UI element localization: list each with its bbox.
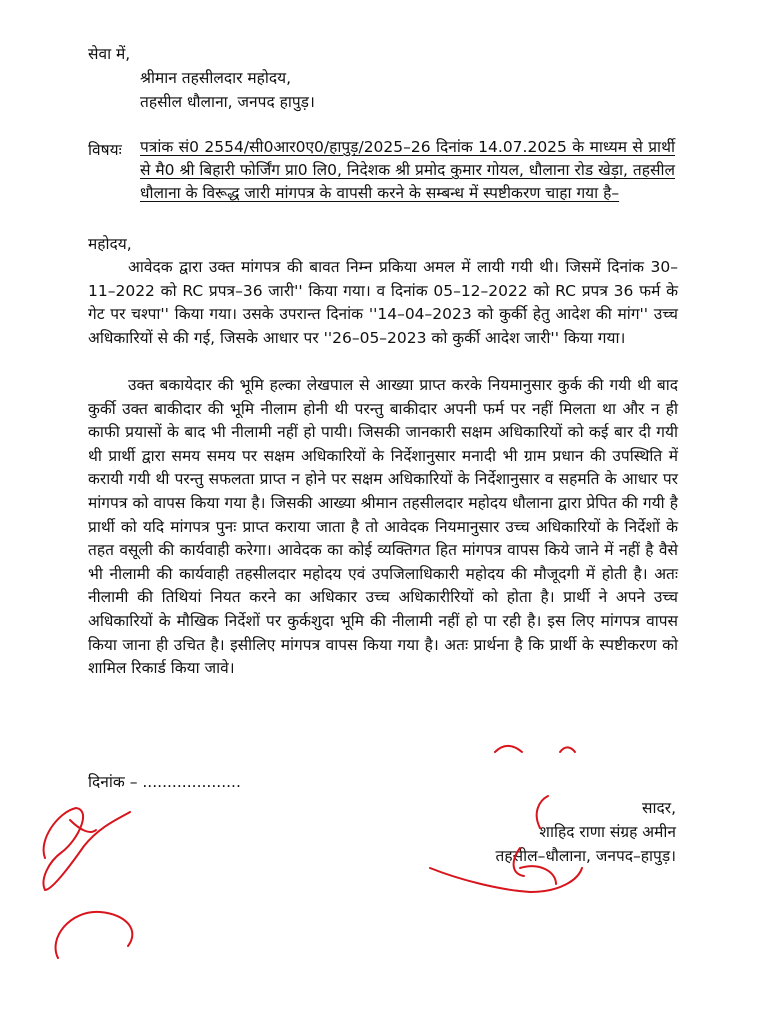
subject-text: पत्रांक सं0 2554/सी0आर0ए0/हापुड़/2025–26 दिनांक 14.07.2025 के माध्यम से प्रार्थी से मै0 श्री बिहारी फोर्जिंग प्रा0 लि0, निदेशक श्री प्रमोद कुमार गोयल, धौलाना रोड खेड़ा, तहसील धौलाना के विरूद्ध जारी मांगपत्र के वापसी करने के सम्बन्ध में स्पष्टीकरण चाहा गया है– <box>140 138 675 203</box>
paragraph-2: उक्त बकायेदार की भूमि हल्का लेखपाल से आख्या प्राप्त करके नियमानुसार कुर्क की गयी थी बाद कुर्की उक्त बाकीदार की भूमि नीलाम होनी थी परन्तु बाकीदार अपनी फर्म पर नहीं मिलता था और न ही काफी प्रयासों के बाद भी नीलामी नहीं हो पायी। जिसकी जानकारी सक्षम अधिकारियों को कई बार दी गयी थी प्रार्थी द्वारा समय समय पर सक्षम अधिकारियों के निर्देशानुसार मनादी भी ग्राम प्रधान की उपस्थिति में करायी गयी थी परन्तु सफलता प्राप्त न होने पर सक्षम अधिकारियों के निर्देशानुसार व सहमति के आधार पर मांगपत्र को वापस किया गया है। जिसकी आख्या श्रीमान तहसीलदार महोदय धौलाना द्वारा प्रेपित की गयी है प्रार्थी को यदि मांगपत्र पुनः प्राप्त कराया जाता है तो आवेदक नियमानुसार उच्च अधिकारियों के निर्देशों के तहत वसूली की कार्यवाही करेगा। आवेदक का कोई व्यक्तिगत हित मांगपत्र वापस किये जाने में नहीं है वैसे भी नीलामी की कार्यवाही तहसीलदार महोदय एवं उपजिलाधिकारी महोदय की मौजूदगी में होती है। अतः नीलामी की तिथियां नियत करने का अधिकार उच्च अधिकारीरियों को होता है। प्रार्थी ने अपने उच्च अधिकारियों के मौखिक निर्देशों पर कुर्कशुदा भूमि की नीलामी नहीं हो पा रही है। इस लिए मांगपत्र वापस किया जाना ही उचित है। इसीलिए मांगपत्र वापस किया गया है। अतः प्रार्थना है कि प्रार्थी के स्पष्टीकरण को शामिल रिकार्ड किया जावे। <box>88 376 678 678</box>
signature-place: तहसील–धौलाना, जनपद–हापुड़। <box>495 847 676 865</box>
date-line: दिनांक – .................... <box>88 773 241 791</box>
signature-closing: सादर, <box>642 799 676 817</box>
address-line-3: तहसील धौलाना, जनपद हापुड़। <box>140 93 315 111</box>
address-line-2: श्रीमान तहसीलदार महोदय, <box>140 69 292 87</box>
salutation: महोदय, <box>88 235 132 253</box>
address-line-1: सेवा में, <box>88 45 131 63</box>
subject-label: विषयः <box>88 141 122 159</box>
signature-name: शाहिद राणा संग्रह अमीन <box>539 823 676 841</box>
paragraph-1: आवेदक द्वारा उक्त मांगपत्र की बावत निम्न प्रकिया अमल में लायी गयी थी। जिसमें दिनांक 30–11–2022 को RC प्रपत्र–36 जारी'' किया गया। व दिनांक 05–12–2022 को RC प्रपत्र 36 फर्म के गेट पर चश्पा'' किया गया। उसके उपरान्त दिनांक ''14–04–2023 को कुर्की हेतु आदेश की मांग'' उच्च अधिकारियों से की गई, जिसके आधार पर ''26–05–2023 को कुर्की आदेश जारी'' किया गया। <box>88 258 678 347</box>
